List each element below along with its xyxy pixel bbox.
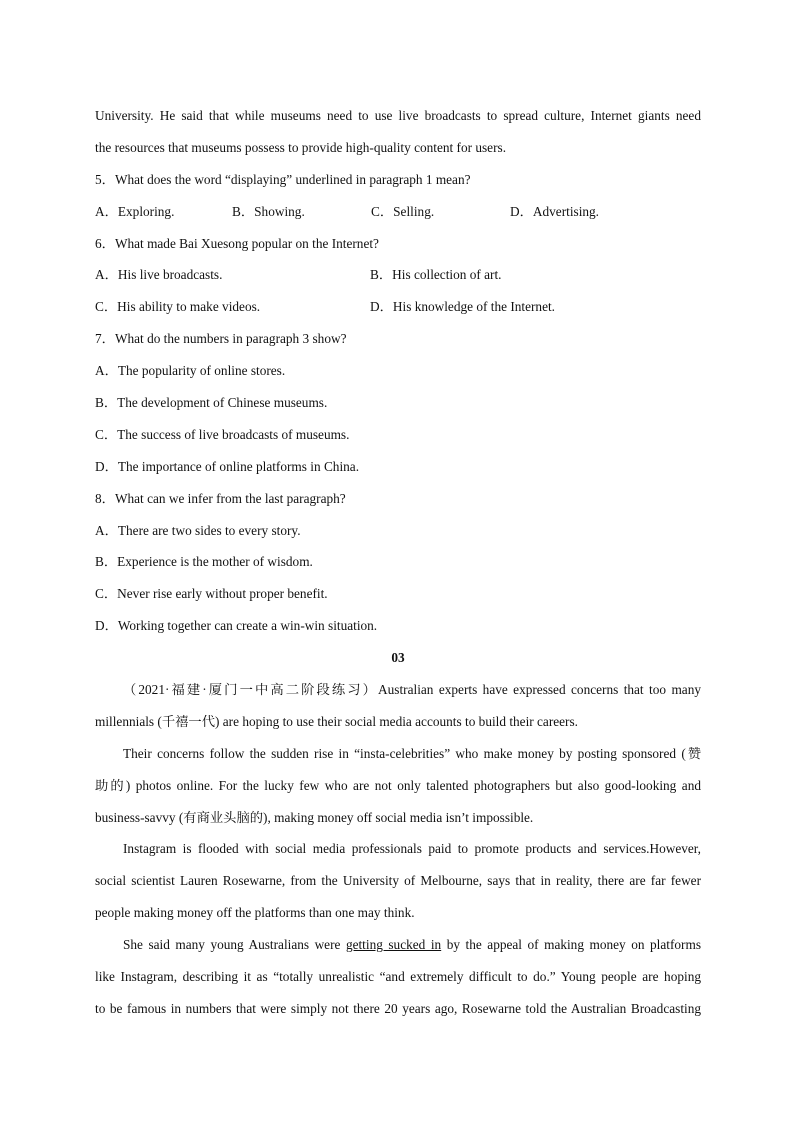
section-number: 03 — [391, 650, 405, 666]
passage-text-line: Instagram is flooded with social media professionals paid to promote products and services.However, — [123, 841, 701, 857]
option-a: A．Exploring. — [95, 203, 175, 219]
question-stem: 7．What do the numbers in paragraph 3 show? — [95, 331, 347, 347]
passage-text-line: the resources that museums possess to provide high-quality content for users. — [95, 139, 507, 155]
question-stem: 5．What does the word “displaying” underlined in paragraph 1 mean? — [95, 171, 471, 187]
text-segment: by the appeal of making money on platforms — [441, 937, 701, 953]
option-c: C．The success of live broadcasts of museums. — [95, 426, 350, 442]
passage-text-line: business-savvy (有商业头脑的), making money off social media isn’t impossible. — [95, 809, 534, 825]
option-d: D．Advertising. — [510, 203, 600, 219]
passage-text-line: （2021·福建·厦门一中高二阶段练习）Australian experts have expressed concerns that too many — [123, 682, 701, 698]
passage-text-line: 助的) photos online. For the lucky few who are not only talented photographers but also good-looking and — [95, 777, 701, 793]
option-a: A．The popularity of online stores. — [95, 363, 286, 379]
question-options — [95, 291, 701, 323]
option-d: D．Working together can create a win-win situation. — [95, 618, 378, 634]
passage-text-line: millennials (千禧一代) are hoping to use their social media accounts to build their careers. — [95, 713, 578, 729]
passage-text-line: Their concerns follow the sudden rise in “insta-celebrities” who make money by posting sponsored (赞 — [123, 745, 701, 761]
option-c: C．His ability to make videos. — [95, 299, 261, 315]
option-b: B．Experience is the mother of wisdom. — [95, 554, 313, 570]
passage-text-line: University. He said that while museums need to use live broadcasts to spread culture, Internet giants need — [95, 108, 701, 123]
option-b: B．Showing. — [232, 203, 305, 219]
passage-text-line: social scientist Lauren Rosewarne, from the University of Melbourne, says that in reality, there are far fewer — [95, 873, 701, 889]
passage-text-line — [95, 929, 701, 961]
option-c: C．Never rise early without proper benefit. — [95, 586, 328, 602]
question-stem: 6．What made Bai Xuesong popular on the Internet? — [95, 235, 379, 251]
question-stem: 8．What can we infer from the last paragraph? — [95, 490, 346, 506]
option-b: B．The development of Chinese museums. — [95, 395, 328, 411]
question-options — [95, 259, 701, 291]
underlined-phrase: getting sucked in — [345, 937, 442, 953]
passage-text-line: to be famous in numbers that were simply not there 20 years ago, Rosewarne told the Australian Broadcasting — [95, 1000, 701, 1016]
text-segment: She said many young Australians were — [123, 937, 346, 953]
question-options — [95, 196, 701, 228]
passage-text-line: people making money off the platforms than one may think. — [95, 905, 415, 921]
option-a: A．His live broadcasts. — [95, 267, 223, 283]
document-page — [95, 100, 701, 1025]
passage-text-line: like Instagram, describing it as “totally unrealistic “and extremely difficult to do.” Young people are hoping — [95, 969, 701, 985]
option-b: B．His collection of art. — [370, 267, 502, 283]
option-d: D．His knowledge of the Internet. — [370, 299, 556, 315]
option-d: D．The importance of online platforms in China. — [95, 458, 360, 474]
option-c: C．Selling. — [371, 203, 435, 219]
option-a: A．There are two sides to every story. — [95, 522, 301, 538]
